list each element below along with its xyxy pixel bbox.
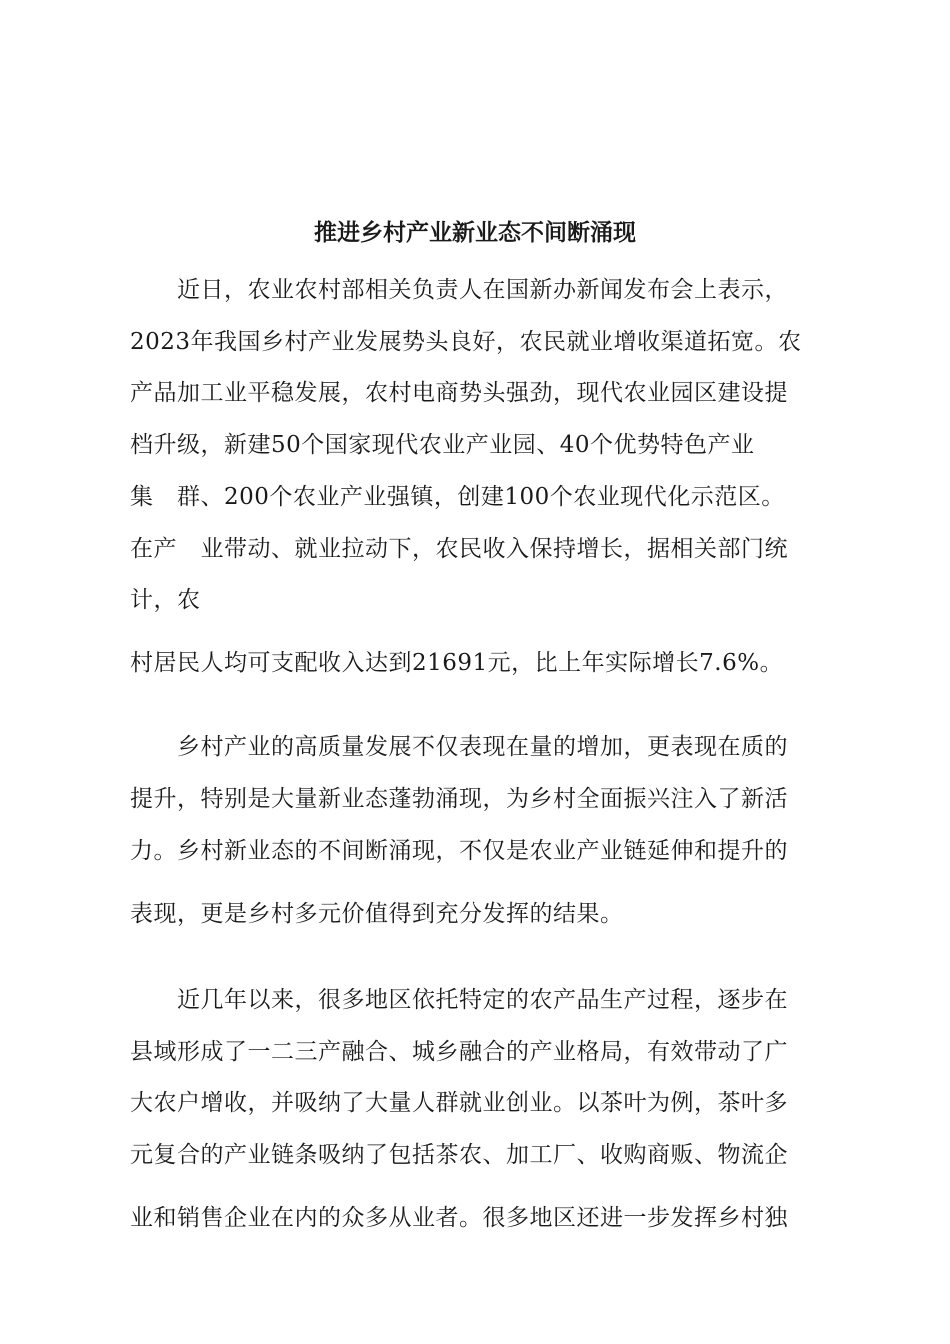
paragraph-line: 村居民人均可支配收入达到21691元，比上年实际增长7.6%。 (130, 650, 784, 676)
paragraph-line: 档升级，新建50个国家现代农业产业园、40个优势特色产业 (130, 432, 755, 458)
paragraph-line: 提升，特别是大量新业态蓬勃涌现，为乡村全面振兴注入了新活 (130, 786, 788, 812)
paragraph-line: 大农户增收，并吸纳了大量人群就业创业。以茶叶为例，茶叶多 (130, 1090, 788, 1116)
paragraph-line: 2023年我国乡村产业发展势头良好，农民就业增收渠道拓宽。农 (130, 329, 802, 355)
paragraph-line: 力。乡村新业态的不间断涌现，不仅是农业产业链延伸和提升的 (130, 838, 788, 864)
paragraph-line: 集 群、200个农业产业强镇，创建100个农业现代化示范区。 (130, 484, 785, 510)
document-title: 推进乡村产业新业态不间断涌现 (314, 220, 636, 246)
paragraph-line: 在产 业带动、就业拉动下，农民收入保持增长，据相关部门统 (130, 536, 788, 562)
paragraph-line: 县域形成了一二三产融合、城乡融合的产业格局，有效带动了广 (130, 1039, 788, 1065)
paragraph-line: 业和销售企业在内的众多从业者。很多地区还进一步发挥乡村独 (130, 1205, 788, 1231)
paragraph-line: 近几年以来，很多地区依托特定的农产品生产过程，逐步在 (130, 987, 788, 1013)
paragraph-line: 计，农 (130, 587, 201, 613)
paragraph-line: 乡村产业的高质量发展不仅表现在量的增加，更表现在质的 (130, 734, 788, 760)
paragraph-line: 元复合的产业链条吸纳了包括茶农、加工厂、收购商贩、物流企 (130, 1142, 788, 1168)
paragraph-line: 产品加工业平稳发展，农村电商势头强劲，现代农业园区建设提 (130, 380, 788, 406)
paragraph-line: 近日，农业农村部相关负责人在国新办新闻发布会上表示， (130, 277, 788, 303)
paragraph-line: 表现，更是乡村多元价值得到充分发挥的结果。 (130, 901, 624, 927)
